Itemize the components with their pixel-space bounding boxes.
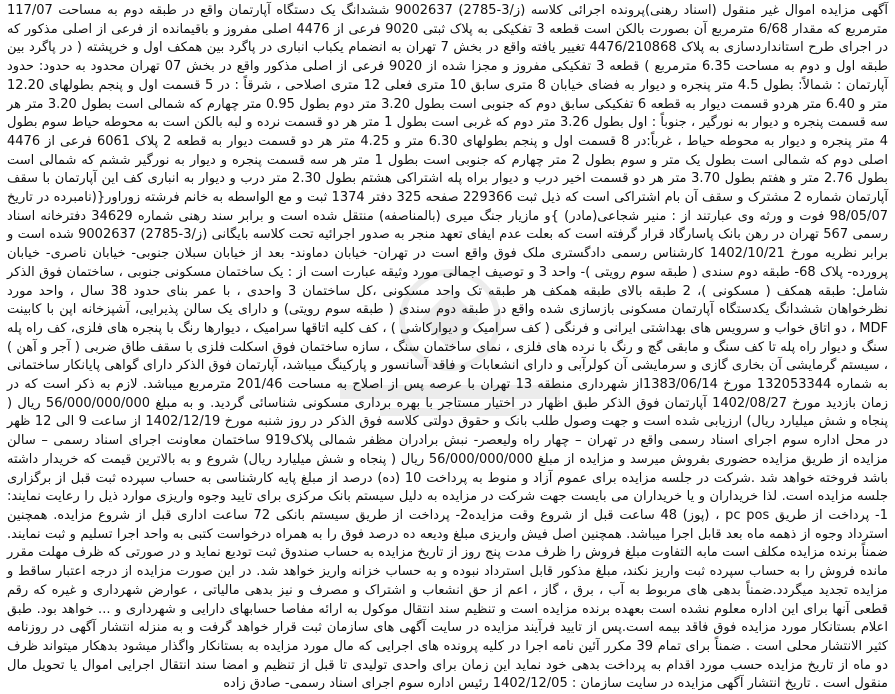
auction-notice-text (7, 2, 888, 694)
notice-paragraph: آگهی مزایده اموال غیر منقول (اسناد رهنی)پرونده اجرائی کلاسه (ز/3-2785) 9002637 ششدانگ یک دستگاه آپارتمان واقع در طبقه دوم به مساحت 117/07 مترمربع که مقدار 6/68 مترمربع آن بصورت بالکن است قطعه 3 تفکیکی به پلاک ثبتی 9020 فرعی از 4476 اصلی مفروز و باقیمانده از فرعی از اصلی مذکور که در اجرای طرح استانداردسازی به پلاک 4476/210868 تغییر یافته واقع در بخش 7 تهران به انضمام یکباب انباری در پاگرد بین همکف اول و خرپشته ( در پاگرد بین طبقه اول و دوم به مساحت 6.35 مترمربع ) قطعه 3 تفکیکی مفروز و مجزا شده از 9020 فرعی از اصلی مذکور واقع در بخش 07 تهران محدود به حدود: حدود آپارتمان : شمالاً: بطول 4.5 متر پنجره و دیوار به فضای خیابان 8 متری سابق 10 متری فعلی 12 متری اصلاحی ، شرقاً : در 5 قسمت اول و پنجم بطولهای 12.20 متر و 6.40 متر هردو قسمت دیوار به قطعه 6 تفکیکی سابق دوم که جنوبی است بطول 3.20 متر دوم بطول 0.95 متر چهارم که شمالی است بطول 3.20 متر هر سه قسمت پنجره و دیوار به نورگیر ، جنوباً : اول بطول 3.26 متر دوم که غربی است بطول 1 متر هر دو قسمت نرده و لبه بالکن است به محوطه حیاط سوم بطول 4 متر پنجره و دیوار به محوطه حیاط ، غرباً:در 8 قسمت اول و پنجم بطولهای 6.30 متر و 4.25 متر هر دو قسمت دیوار به قطعه 2 پلاک 6061 فرعی از 4476 اصلی دوم که شمالی است بطول یک متر و سوم بطول 2 متر چهارم که جنوبی است بطول 1 متر هر سه قسمت پنجره و دیوار به نورگیر ششم که شمالی است بطول 2.76 متر و هفتم بطول 3.70 متر هر دو قسمت اخیر درب و دیوار براه پله اشتراکی هشتم بطول 2.30 متر درب و دیوار به انباری کف این آپارتمان با سقف آپارتمان شماره 2 مشترک و سقف آن بام اشتراکی است که ذیل ثبت 229366 صفحه 325 دفتر 1374 ثبت و مع الواسطه به خانم فرشته زوراور{(نامبرده در تاریخ 98/05/07 فوت و ورثه وی عبارتند از : منیر شجاعی(مادر) }و مازیار جنگ میری (بالمناصفه) منتقل شده است و برابر سند رهنی شماره 34629 دفترخانه اسناد رسمی 567 تهران در رهن بانک پاسارگاد قرار گرفته است که بعلت عدم ایفای تعهد منجر به صدور اجرائیه تحت کلاسه بایگانی (ز/3-2785) 9002637 شده است و برابر نظریه مورخ 1402/10/21 کارشناس رسمی دادگستری ملک فوق واقع است در تهران- خیابان دماوند- بعد از خیابان سبلان جنوبی- خیابان ناصری- خیابان پرورده- پلاک 68- طبقه دوم سندی ( طبقه سوم رویتی )- واحد 3 و توصیف اجمالی مورد وثیقه عبارت است از : یک ساختمان مسکونی جنوبی ، ساختمان فوق الذکر شامل: طبقه همکف ( مسکونی )، 2 طبقه بالای طبقه همکف هر طبقه تک واحد مسکونی ،کل ساختمان 3 واحدی ، با عمر بنای حدود 38 سال ، واحد مورد نظرخواهان ششدانگ یکدستگاه آپارتمان مسکونی بازسازی شده واقع در طبقه دوم سندی ( طبقه سوم رویتی) و دارای یک سالن پذیرایی، آشپزخانه اپن با کابینت MDF ، دو اتاق خواب و سرویس های بهداشتی ایرانی و فرنگی ( کف سرامیک و دیوارکاشی ) ، کف کلیه اتاقها سرامیک ، دیوارها رنگ با پنجره های فلزی، کف راه پله سنگ و دیوار راه پله تا کف سنگ و مابقی گچ و رنگ با نرده های فلزی ، نمای ساختمان سنگ ، سازه ساختمان فوق اسکلت فلزی با سقف طاق ضربی ( آجر و آهن ) ، سیستم گرمایشی آن بخاری گازی و سرمایشی آن کولرآبی و دارای انشعابات و فاقد آسانسور و پارکینگ میباشد، آپارتمان فوق الذکر دارای گواهی پایانکار ساختمانی به شماره 132053344 مورخ 1383/06/14از شهرداری منطقه 13 تهران با عرصه پس از اصلاح به مساحت 201/46 مترمربع میباشد. لازم به ذکر است که در زمان بازدید مورخ 1402/08/27 آپارتمان فوق الذکر طبق اظهار در اختیار مستاجر با بهره برداری مسکونی شناسائی گردید. و به مبلغ 56/000/000/000 ریال ( پنجاه و شش میلیارد ریال) ارزیابی شده است و جهت وصول طلب بانک و حقوق دولتی کلاسه فوق الذکر در روز شنبه مورخ 1402/12/19 از ساعت 9 الی 12 ظهر در محل اداره سوم اجرای اسناد رسمی واقع در تهران – چهار راه ولیعصر- نبش برادران مظفر شمالی پلاک919 ساختمان معاونت اجرای اسناد رسمی – سالن مزایده از طریق مزایده حضوری بفروش میرسد و مزایده از مبلغ 56/000/000/000 ریال ( پنجاه و شش میلیارد ریال) شروع و به بالاترین قیمت که خریدار داشته باشد فروخته خواهد شد .شرکت در جلسه مزایده برای عموم آزاد و منوط به پرداخت 10 (ده) درصد از مبلغ پایه کارشناسی به حساب سپرده ثبت قبل از برگزاری جلسه مزایده است. لذا خریداران و یا خریداران می بایست جهت شرکت در مزایده به دلیل سیستم بانک مرکزی برای تایید وجوه واریزی موارد ذیل را رعایت نمایند: 1- پرداخت از طریق pc pos ، (پوز) 48 ساعت قبل از شروع وقت مزایده2- پرداخت از طریق سیستم بانکی 72 ساعت اداری قبل از شروع مزایده. همچنین استرداد وجوه از ذهمه ماه بعد قابل اجرا میباشد. همچنین اصل فیش واریزی مبلغ ودیعه ده درصد فوق را به همراه درخواست کتبی به واحد اجرا تسلیم و ثبت نمایند. ضمناً برنده مزایده مکلف است مابه التفاوت مبلغ فروش را ظرف مدت پنج روز از تاریخ مزایده به حساب صندوق ثبت تودیع نماید و در صورتی که ظرف مهلت مقرر مانده فروش را به حساب سپرده ثبت واریز نکند، مبلغ مذکور قابل استرداد نبوده و به حساب خزانه واریز خواهد شد. در این صورت مزایده از درجه اعتبار ساقط و مزایده تجدید میگردد.ضمناً بدهی های مربوط به آب ، برق ، گاز ، اعم از حق انشعاب و اشتراک و مصرف و نیز بدهی مالیاتی ، عوارض شهرداری و غیره که رقم قطعی آنها برای این اداره معلوم نشده است بعهده برنده مزایده است و تنظیم سند انتقال موکول به ارائه مفاصا حسابهای دارایی و شهرداری و ... خواهد بود. طبق اعلام بستانکار مورد مزایده فوق فاقد بیمه است.پس از تایید فرآیند مزایده در سایت آگهی های سازمان ثبت قرار خواهد گرفت و به منزله انتشار آگهی در روزنامه کثیر الانتشار محلی است . ضمناً برای تمام 39 مکرر آئین نامه اجرا در کلیه پرونده های اجرایی که مال مورد مزایده به بستانکار واگذار میشود بدهکار میتواند ظرف دو ماه از تاریخ مزایده حسب مورد اقدام به پرداخت بدهی خود نماید این زمان برای واحدی تولیدی تا قبل از تنظیم و امضا سند انتقال اجرایی اموال یا تحویل مال منقول است . تاریخ انتشار آگهی مزایده در سایت سازمان : 1402/12/05 رئیس اداره سوم اجرای اسناد رسمی- صادق زاده (7, 3, 889, 692)
